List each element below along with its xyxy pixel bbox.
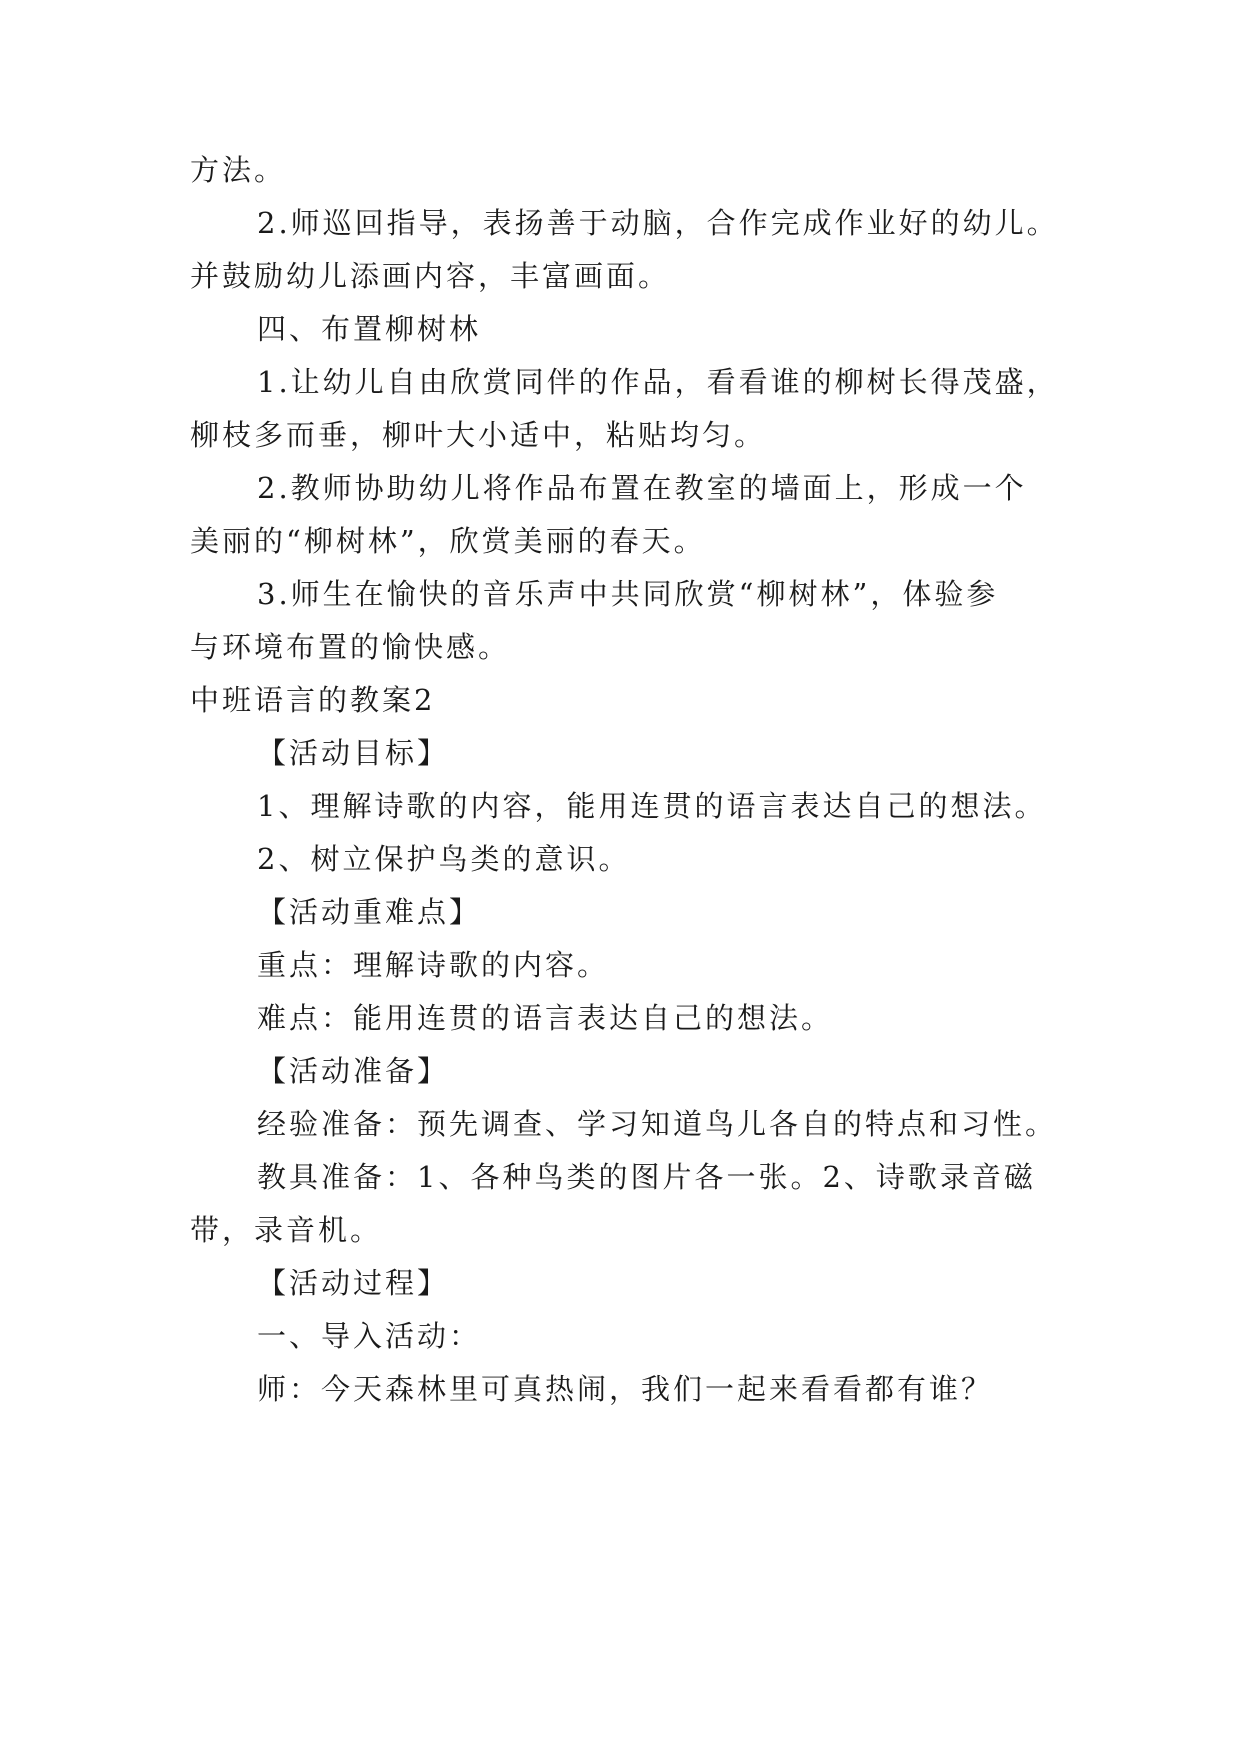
- text-line: 3.师生在愉快的音乐声中共同欣赏“柳树林”，体验参: [257, 577, 999, 611]
- text-line: 师：今天森林里可真热闹，我们一起来看看都有谁？: [257, 1372, 994, 1406]
- section-heading: 四、布置柳树林: [257, 312, 482, 346]
- text-line: 与环境布置的愉快感。: [190, 630, 511, 664]
- text-line: 1、理解诗歌的内容，能用连贯的语言表达自己的想法。: [257, 789, 1047, 823]
- text-line: 带，录音机。: [190, 1213, 383, 1247]
- text-line: 1.让幼儿自由欣赏同伴的作品，看看谁的柳树长得茂盛，: [257, 365, 1059, 399]
- text-line: 柳枝多而垂，柳叶大小适中，粘贴均匀。: [190, 418, 767, 452]
- text-line: 并鼓励幼儿添画内容，丰富画面。: [190, 259, 671, 293]
- section-heading: 【活动准备】: [257, 1054, 450, 1088]
- section-heading: 【活动过程】: [257, 1266, 450, 1300]
- section-heading: 【活动目标】: [257, 736, 450, 770]
- text-line: 2.师巡回指导，表扬善于动脑，合作完成作业好的幼儿。: [257, 206, 1059, 240]
- text-line: 2.教师协助幼儿将作品布置在教室的墙面上，形成一个: [257, 471, 1027, 505]
- text-line: 2、树立保护鸟类的意识。: [257, 842, 631, 876]
- document-title: 中班语言的教案2: [190, 683, 436, 717]
- text-line: 经验准备：预先调查、学习知道鸟儿各自的特点和习性。: [257, 1107, 1058, 1141]
- text-line: 一、导入活动：: [257, 1319, 482, 1353]
- text-line: 方法。: [190, 153, 287, 187]
- text-line: 重点：理解诗歌的内容。: [257, 948, 610, 982]
- text-line: 美丽的“柳树林”，欣赏美丽的春天。: [190, 524, 706, 558]
- text-line: 难点：能用连贯的语言表达自己的想法。: [257, 1001, 834, 1035]
- text-line: 教具准备：1、各种鸟类的图片各一张。2、诗歌录音磁: [257, 1160, 1036, 1194]
- section-heading: 【活动重难点】: [257, 895, 482, 929]
